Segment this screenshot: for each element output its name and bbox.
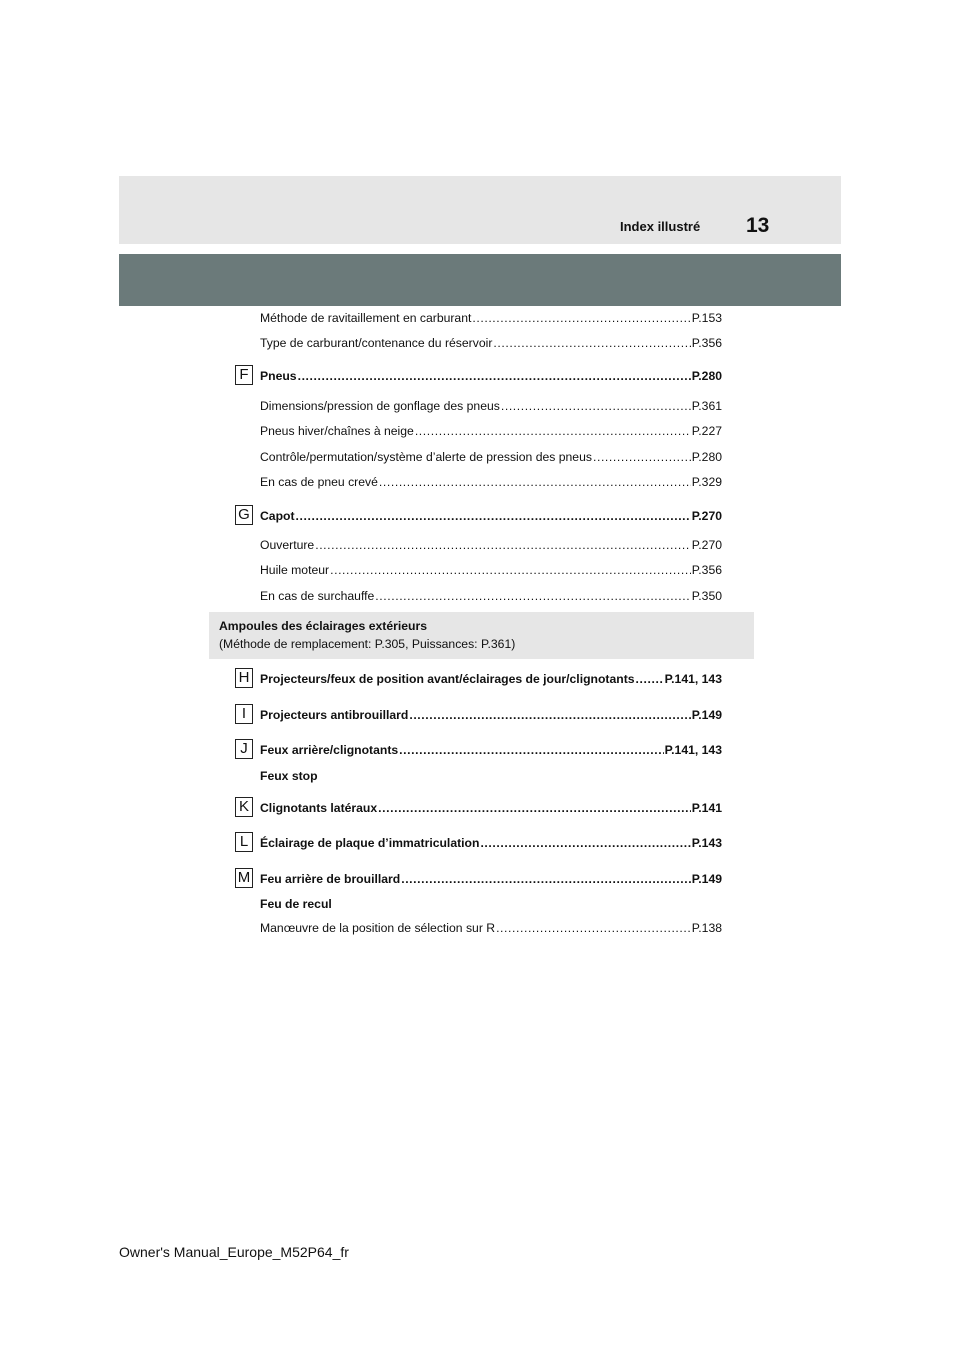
index-entry-heading <box>260 835 722 851</box>
dot-leader <box>472 310 690 326</box>
entry-label: Contrôle/permutation/système d’alerte de pression des pneus <box>260 450 592 464</box>
header-band-light <box>119 176 841 244</box>
dot-leader <box>480 835 690 851</box>
callout-letter-k: K <box>235 797 253 817</box>
footer-manual-id: Owner's Manual_Europe_M52P64_fr <box>119 1244 349 1260</box>
index-entry-heading <box>260 707 722 723</box>
callout-letter-h: H <box>235 668 253 688</box>
page-reference[interactable]: P.350 <box>691 589 722 603</box>
dot-leader <box>330 562 691 578</box>
index-entry <box>260 423 722 439</box>
entry-label: Pneus <box>260 369 297 383</box>
page-reference[interactable]: P.329 <box>691 475 722 489</box>
entry-label: Méthode de ravitaillement en carburant <box>260 311 472 325</box>
dot-leader <box>415 423 691 439</box>
page-reference[interactable]: P.141 <box>691 801 722 815</box>
bulbs-box-title: Ampoules des éclairages extérieurs <box>219 619 427 633</box>
dot-leader <box>379 474 691 490</box>
dot-leader <box>375 588 690 604</box>
page-reference[interactable]: P.141, 143 <box>664 743 722 757</box>
bulbs-box-subtitle: (Méthode de remplacement: P.305, Puissances: P.361) <box>219 637 516 651</box>
dot-leader <box>296 508 691 524</box>
page-reference[interactable]: P.141, 143 <box>664 672 722 686</box>
index-entry-heading <box>260 871 722 887</box>
index-entry <box>260 562 722 578</box>
index-entry <box>260 588 722 604</box>
entry-label: Éclairage de plaque d’immatriculation <box>260 836 480 850</box>
index-entry <box>260 920 722 936</box>
dot-leader <box>298 368 691 384</box>
index-entry <box>260 335 722 351</box>
index-entry <box>260 310 722 326</box>
dot-leader <box>493 335 690 351</box>
index-entry <box>260 449 722 465</box>
dot-leader <box>593 449 691 465</box>
page-number: 13 <box>746 214 770 237</box>
page-reference[interactable]: P.361 <box>691 399 722 413</box>
page-reference[interactable]: P.270 <box>691 509 722 523</box>
entry-label: Projecteurs antibrouillard <box>260 708 409 722</box>
page-reference[interactable]: P.270 <box>691 538 722 552</box>
dot-leader <box>501 398 691 414</box>
entry-label: Capot <box>260 509 295 523</box>
entry-label: Feux stop <box>260 769 318 783</box>
callout-letter-j: J <box>235 739 253 759</box>
callout-letter-f: F <box>235 365 253 385</box>
index-entry-heading <box>260 368 722 384</box>
dot-leader <box>409 707 690 723</box>
section-title: Index illustré <box>620 219 701 234</box>
entry-label: Ouverture <box>260 538 315 552</box>
index-entry <box>260 537 722 553</box>
entry-label: Projecteurs/feux de position avant/éclairages de jour/clignotants <box>260 672 635 686</box>
dot-leader <box>399 742 663 758</box>
page-reference[interactable]: P.356 <box>691 563 722 577</box>
entry-label: Manœuvre de la position de sélection sur R <box>260 921 496 935</box>
page-reference[interactable]: P.138 <box>691 921 722 935</box>
callout-letter-g: G <box>235 505 253 525</box>
header-band-dark <box>119 254 841 306</box>
callout-letter-m: M <box>235 868 253 888</box>
entry-label: Type de carburant/contenance du réservoir <box>260 336 493 350</box>
page-reference[interactable]: P.280 <box>691 369 722 383</box>
index-entry-heading <box>260 671 722 687</box>
index-entry <box>260 474 722 490</box>
entry-label: En cas de surchauffe <box>260 589 375 603</box>
page-reference[interactable]: P.356 <box>691 336 722 350</box>
entry-label: En cas de pneu crevé <box>260 475 378 489</box>
index-entry-heading <box>260 742 722 758</box>
dot-leader <box>496 920 691 936</box>
dot-leader <box>378 800 691 816</box>
dot-leader <box>401 871 691 887</box>
dot-leader <box>315 537 691 553</box>
callout-letter-i: I <box>235 704 253 724</box>
bulbs-info-box <box>209 612 754 659</box>
page-reference[interactable]: P.227 <box>691 424 722 438</box>
entry-label: Feu arrière de brouillard <box>260 872 401 886</box>
callout-letter-l: L <box>235 832 253 852</box>
entry-label: Dimensions/pression de gonflage des pneus <box>260 399 500 413</box>
entry-label: Feu de recul <box>260 897 332 911</box>
dot-leader <box>636 671 664 687</box>
page-reference[interactable]: P.149 <box>691 872 722 886</box>
entry-label: Pneus hiver/chaînes à neige <box>260 424 414 438</box>
entry-label: Clignotants latéraux <box>260 801 378 815</box>
index-entry-heading <box>260 508 722 524</box>
entry-label: Feux arrière/clignotants <box>260 743 399 757</box>
index-entry-heading <box>260 800 722 816</box>
entry-label: Huile moteur <box>260 563 330 577</box>
page-reference[interactable]: P.153 <box>691 311 722 325</box>
page-reference[interactable]: P.143 <box>691 836 722 850</box>
index-entry <box>260 398 722 414</box>
page-reference[interactable]: P.149 <box>691 708 722 722</box>
page-reference[interactable]: P.280 <box>691 450 722 464</box>
